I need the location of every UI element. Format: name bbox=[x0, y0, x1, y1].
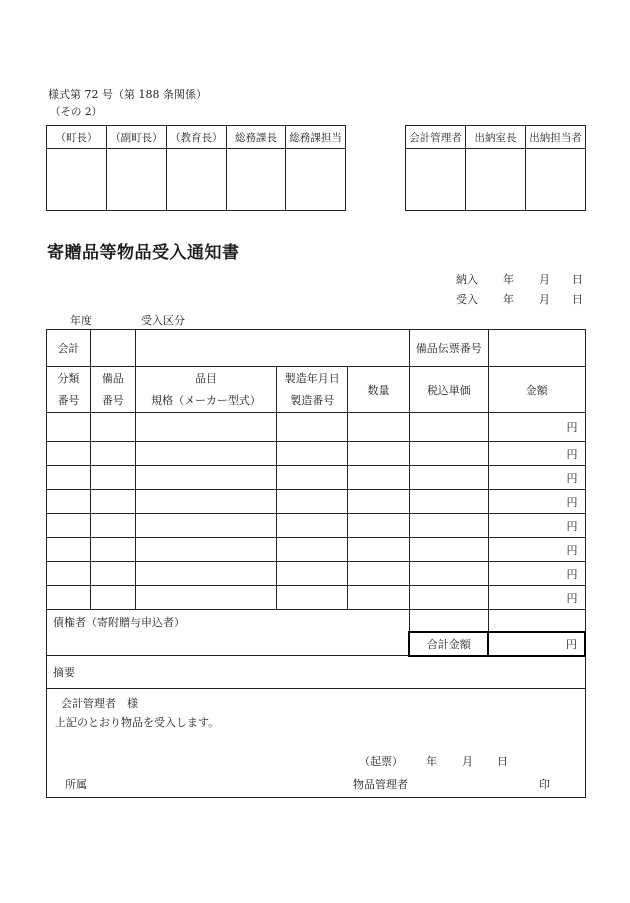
cell[interactable] bbox=[90, 562, 135, 586]
cell[interactable] bbox=[409, 538, 488, 562]
col-equip-no-line2: 番号 bbox=[101, 393, 124, 407]
cell[interactable] bbox=[135, 562, 277, 586]
cell[interactable] bbox=[277, 466, 348, 490]
receipt-month[interactable]: 月 bbox=[539, 293, 550, 306]
cell[interactable] bbox=[90, 442, 135, 466]
cell[interactable] bbox=[47, 413, 91, 442]
creditor-label: 債権者（寄附贈与申込者） bbox=[53, 616, 185, 629]
draft-label: （起票） bbox=[359, 755, 403, 768]
delivery-month[interactable]: 月 bbox=[539, 273, 550, 286]
stamp-box[interactable] bbox=[226, 149, 286, 211]
receipt-type-label[interactable]: 受入区分 bbox=[141, 314, 185, 327]
table-row bbox=[47, 514, 586, 538]
amount-cell[interactable]: 円 bbox=[488, 586, 585, 610]
summary-label: 摘要 bbox=[53, 666, 75, 680]
amount-cell[interactable]: 円 bbox=[488, 442, 585, 466]
approval-mayor: （町長） bbox=[47, 126, 107, 149]
approval-treasury-staff: 出納担当者 bbox=[526, 126, 586, 149]
delivery-day[interactable]: 日 bbox=[572, 273, 583, 286]
receipt-label: 受入 bbox=[456, 293, 478, 306]
cell[interactable] bbox=[409, 610, 488, 632]
cell[interactable] bbox=[277, 413, 348, 442]
cell[interactable] bbox=[409, 466, 488, 490]
amount-cell[interactable]: 円 bbox=[488, 538, 585, 562]
col-equip-no bbox=[90, 367, 135, 413]
col-item-line1: 品目 bbox=[195, 371, 218, 385]
total-amount[interactable]: 円 bbox=[488, 632, 585, 656]
cell[interactable] bbox=[277, 586, 348, 610]
approval-boxes-left bbox=[46, 125, 346, 211]
cell[interactable] bbox=[135, 514, 277, 538]
receipt-day[interactable]: 日 bbox=[572, 293, 583, 306]
sub-number: （その 2） bbox=[50, 106, 103, 118]
cell[interactable] bbox=[135, 586, 277, 610]
cell[interactable] bbox=[277, 562, 348, 586]
cell[interactable] bbox=[348, 538, 410, 562]
cell[interactable] bbox=[348, 586, 410, 610]
table-row bbox=[47, 442, 586, 466]
delivery-label: 納入 bbox=[456, 273, 478, 286]
receipt-year[interactable]: 年 bbox=[503, 293, 514, 306]
cell[interactable] bbox=[277, 442, 348, 466]
col-mfg bbox=[277, 367, 348, 413]
cell[interactable] bbox=[135, 466, 277, 490]
cell[interactable] bbox=[348, 490, 410, 514]
table-row bbox=[47, 413, 586, 442]
stamp-box[interactable] bbox=[466, 149, 526, 211]
approval-deputy-mayor: （副町長） bbox=[106, 126, 166, 149]
approval-boxes-right bbox=[405, 125, 586, 211]
cell[interactable] bbox=[135, 442, 277, 466]
col-item-line2: 規格（メーカー型式） bbox=[151, 393, 261, 407]
stamp-box[interactable] bbox=[106, 149, 166, 211]
amount-cell[interactable]: 円 bbox=[488, 514, 585, 538]
stamp-box[interactable] bbox=[406, 149, 466, 211]
approval-general-affairs-chief: 総務課長 bbox=[226, 126, 286, 149]
col-class-no bbox=[47, 367, 91, 413]
notice-message: 上記のとおり物品を受入します。 bbox=[55, 716, 220, 729]
amount-cell[interactable]: 円 bbox=[488, 466, 585, 490]
amount-cell[interactable]: 円 bbox=[488, 413, 585, 442]
addressee: 会計管理者 様 bbox=[61, 697, 138, 710]
cell[interactable] bbox=[47, 490, 91, 514]
receipt-table bbox=[46, 329, 586, 798]
cell[interactable] bbox=[277, 514, 348, 538]
cell[interactable] bbox=[90, 466, 135, 490]
manager-label[interactable]: 物品管理者 bbox=[353, 778, 408, 791]
cell[interactable] bbox=[90, 514, 135, 538]
stamp-box[interactable] bbox=[286, 149, 346, 211]
total-label: 合計金額 bbox=[409, 632, 488, 656]
cell[interactable] bbox=[47, 514, 91, 538]
cell[interactable] bbox=[409, 514, 488, 538]
fiscal-year-label[interactable]: 年度 bbox=[70, 314, 92, 327]
col-mfg-line2: 製造番号 bbox=[290, 393, 335, 407]
col-equip-no-line1: 備品 bbox=[101, 371, 124, 385]
voucher-label: 備品伝票番号 bbox=[409, 330, 488, 367]
cell[interactable] bbox=[90, 586, 135, 610]
account-label: 会計 bbox=[47, 330, 91, 367]
account-field[interactable] bbox=[90, 330, 135, 367]
cell[interactable] bbox=[409, 490, 488, 514]
cell[interactable] bbox=[90, 413, 135, 442]
cell[interactable] bbox=[47, 538, 91, 562]
cell[interactable] bbox=[409, 562, 488, 586]
col-item bbox=[135, 367, 277, 413]
cell[interactable] bbox=[47, 466, 91, 490]
cell[interactable] bbox=[488, 610, 585, 632]
approval-accounting-manager: 会計管理者 bbox=[406, 126, 466, 149]
stamp-box[interactable] bbox=[47, 149, 107, 211]
col-unit-price: 税込単価 bbox=[409, 367, 488, 413]
table-row bbox=[47, 586, 586, 610]
draft-month[interactable]: 月 bbox=[462, 755, 473, 768]
cell[interactable] bbox=[90, 490, 135, 514]
approval-treasury-chief: 出納室長 bbox=[466, 126, 526, 149]
approval-superintendent: （教育長） bbox=[166, 126, 226, 149]
cell[interactable] bbox=[47, 586, 91, 610]
cell[interactable] bbox=[409, 442, 488, 466]
table-row bbox=[47, 490, 586, 514]
col-amount: 金額 bbox=[488, 367, 585, 413]
table-row bbox=[47, 538, 586, 562]
draft-year[interactable]: 年 bbox=[426, 755, 437, 768]
col-mfg-line1: 製造年月日 bbox=[284, 371, 340, 385]
approval-general-affairs-staff: 総務課担当 bbox=[286, 126, 346, 149]
cell[interactable] bbox=[348, 442, 410, 466]
stamp-box[interactable] bbox=[166, 149, 226, 211]
voucher-field[interactable] bbox=[488, 330, 585, 367]
draft-day[interactable]: 日 bbox=[497, 755, 508, 768]
cell[interactable] bbox=[135, 538, 277, 562]
stamp-box[interactable] bbox=[526, 149, 586, 211]
cell[interactable] bbox=[277, 490, 348, 514]
cell[interactable] bbox=[348, 413, 410, 442]
summary-field[interactable] bbox=[47, 656, 586, 689]
notice-block bbox=[47, 689, 586, 798]
cell[interactable] bbox=[47, 442, 91, 466]
col-class-no-line1: 分類 bbox=[57, 371, 80, 385]
col-qty: 数量 bbox=[348, 367, 410, 413]
cell[interactable] bbox=[348, 514, 410, 538]
amount-cell[interactable]: 円 bbox=[488, 562, 585, 586]
dept-label[interactable]: 所属 bbox=[65, 778, 87, 791]
amount-cell[interactable]: 円 bbox=[488, 490, 585, 514]
cell[interactable] bbox=[348, 466, 410, 490]
table-row bbox=[47, 466, 586, 490]
cell[interactable] bbox=[409, 586, 488, 610]
seal-label[interactable]: 印 bbox=[539, 778, 550, 791]
col-class-no-line2: 番号 bbox=[57, 393, 80, 407]
cell[interactable] bbox=[409, 413, 488, 442]
account-name-field[interactable] bbox=[135, 330, 409, 367]
cell[interactable] bbox=[47, 562, 91, 586]
cell[interactable] bbox=[135, 413, 277, 442]
document-title: 寄贈品等物品受入通知書 bbox=[47, 243, 240, 263]
cell[interactable] bbox=[277, 538, 348, 562]
cell[interactable] bbox=[135, 490, 277, 514]
delivery-year[interactable]: 年 bbox=[503, 273, 514, 286]
table-row bbox=[47, 562, 586, 586]
cell[interactable] bbox=[90, 538, 135, 562]
cell[interactable] bbox=[348, 562, 410, 586]
creditor-field[interactable] bbox=[47, 610, 410, 656]
form-number: 様式第 72 号（第 188 条関係） bbox=[48, 88, 207, 101]
